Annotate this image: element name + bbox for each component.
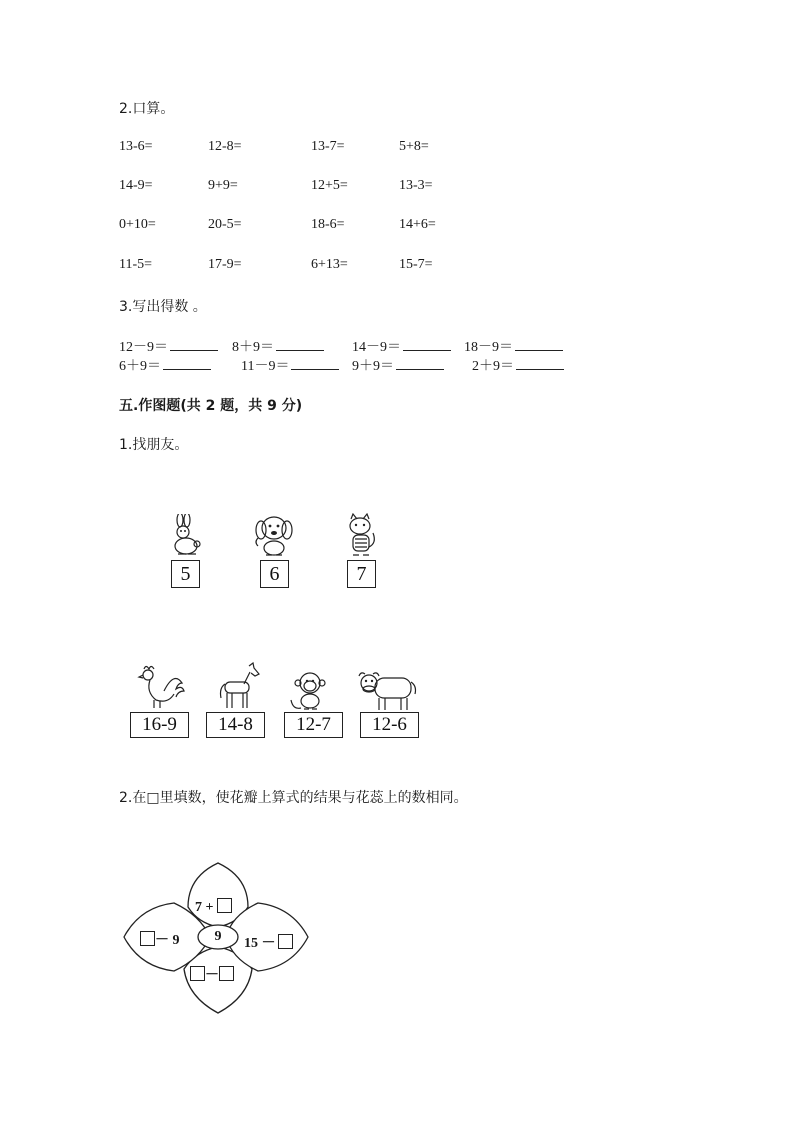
number-box: 7	[347, 560, 376, 588]
blank-square[interactable]	[278, 934, 293, 949]
answer-blank[interactable]	[516, 355, 564, 370]
calc-item: 20-5=	[208, 217, 242, 232]
petal-left-expr	[140, 929, 180, 949]
blank-square[interactable]	[140, 931, 155, 946]
calc-item: 0+10=	[119, 217, 156, 232]
fill-expr: 6＋9＝	[119, 359, 161, 374]
calc-item: 12+5=	[311, 178, 348, 193]
answer-blank[interactable]	[291, 355, 339, 370]
q2-title: 2.口算。	[119, 101, 175, 117]
fill-item	[119, 336, 218, 356]
fill-expr: 12－9＝	[119, 340, 168, 355]
petal-top-expr	[195, 898, 232, 916]
s5-q2-title: 2.在□里填数，使花瓣上算式的结果与花蕊上的数相同。	[119, 790, 468, 806]
fill-item	[232, 336, 324, 356]
calc-item: 17-9=	[208, 257, 242, 272]
calc-item: 6+13=	[311, 257, 348, 272]
petal-bottom-expr	[190, 964, 234, 984]
petal-left-text: － 9	[155, 933, 180, 948]
number-box: 5	[171, 560, 200, 588]
center-number: 9	[214, 929, 222, 944]
blank-square[interactable]	[219, 966, 234, 981]
monkey-icon	[288, 670, 330, 712]
fill-item	[352, 336, 451, 356]
fill-expr: 11－9＝	[241, 359, 290, 374]
calc-item: 13-3=	[399, 178, 433, 193]
rooster-icon	[134, 663, 186, 711]
answer-blank[interactable]	[170, 336, 218, 351]
fill-item	[352, 355, 444, 375]
expression-box: 16-9	[130, 712, 189, 738]
fill-expr: 14－9＝	[352, 340, 401, 355]
fill-expr: 2＋9＝	[472, 359, 514, 374]
fill-expr: 9＋9＝	[352, 359, 394, 374]
fill-expr: 8＋9＝	[232, 340, 274, 355]
answer-blank[interactable]	[163, 355, 211, 370]
calc-item: 11-5=	[119, 257, 153, 272]
number-box: 6	[260, 560, 289, 588]
fill-item	[119, 355, 211, 375]
q3-title: 3.写出得数 。	[119, 299, 207, 315]
blank-square[interactable]	[217, 898, 232, 913]
fill-expr: 18－9＝	[464, 340, 513, 355]
fill-item	[464, 336, 563, 356]
answer-blank[interactable]	[403, 336, 451, 351]
calc-item: 14-9=	[119, 178, 153, 193]
calc-item: 15-7=	[399, 257, 433, 272]
calc-item: 14+6=	[399, 217, 436, 232]
cat-icon	[339, 513, 379, 558]
petal-right-text: 15 －	[244, 936, 276, 951]
petal-bottom-text: －	[205, 968, 219, 983]
dog-icon	[252, 512, 294, 558]
expression-box: 12-6	[360, 712, 419, 738]
fill-item	[472, 355, 564, 375]
answer-blank[interactable]	[276, 336, 324, 351]
fill-item	[241, 355, 339, 375]
answer-blank[interactable]	[396, 355, 444, 370]
rabbit-icon	[166, 514, 202, 558]
section-title: 五.作图题(共 2 题，共 9 分)	[119, 398, 303, 414]
answer-blank[interactable]	[515, 336, 563, 351]
calc-item: 5+8=	[399, 139, 429, 154]
ox-icon	[355, 670, 419, 712]
petal-right-expr	[244, 932, 293, 952]
calc-item: 12-8=	[208, 139, 242, 154]
petal-top-text: 7 +	[195, 900, 214, 915]
calc-item: 13-7=	[311, 139, 345, 154]
blank-square[interactable]	[190, 966, 205, 981]
calc-item: 18-6=	[311, 217, 345, 232]
expression-box: 12-7	[284, 712, 343, 738]
expression-box: 14-8	[206, 712, 265, 738]
calc-item: 13-6=	[119, 139, 153, 154]
horse-icon	[217, 662, 263, 710]
s5-q1-title: 1.找朋友。	[119, 437, 189, 453]
calc-item: 9+9=	[208, 178, 238, 193]
